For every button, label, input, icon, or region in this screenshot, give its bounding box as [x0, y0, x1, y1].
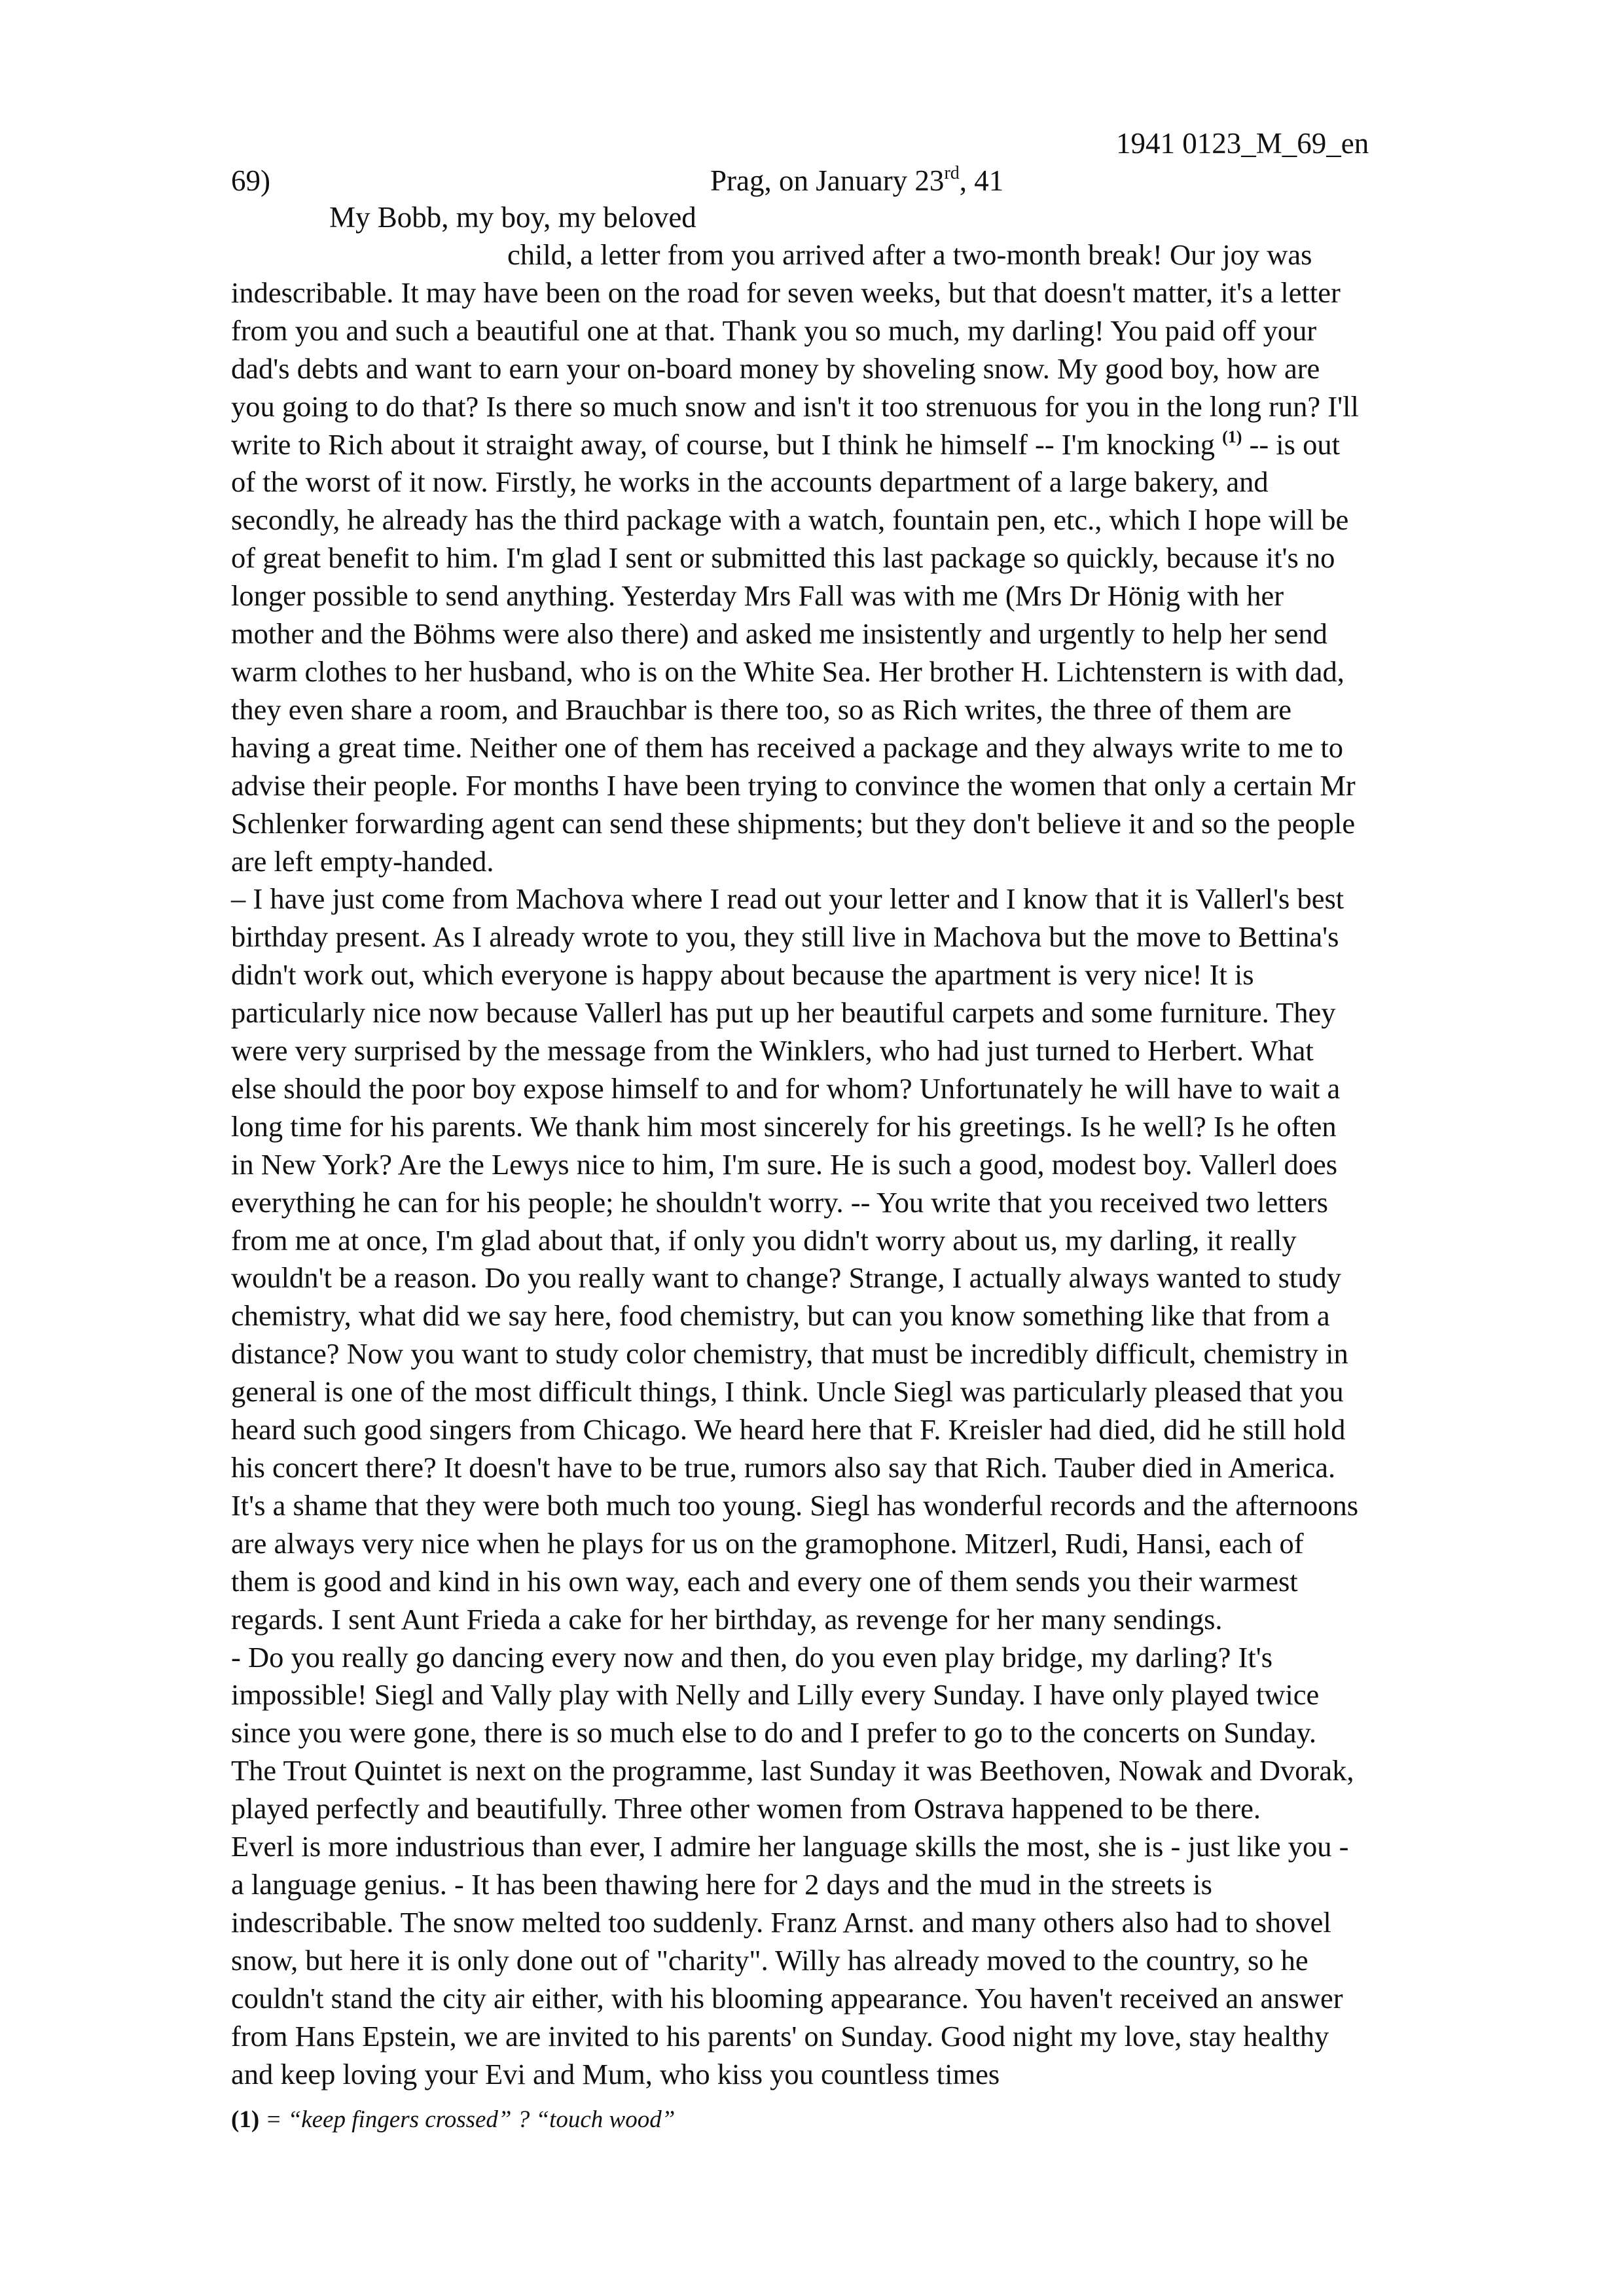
place-date — [710, 162, 1003, 200]
place-date-text: Prag, on January 23 — [710, 164, 945, 197]
body-line: a language genius. - It has been thawing here for 2 days and the mud in the streets is — [231, 1867, 1212, 1901]
body-line: It's a shame that they were both much too young. Siegl has wonderful records and the afternoons — [231, 1488, 1359, 1522]
body-line: - Do you really go dancing every now and then, do you even play bridge, my darling? It's — [231, 1640, 1273, 1674]
body-line: advise their people. For months I have been trying to convince the women that only a certain Mr — [231, 768, 1356, 802]
body-line: particularly nice now because Vallerl has put up her beautiful carpets and some furniture. They — [231, 996, 1336, 1030]
place-date-ordinal: rd — [944, 163, 960, 183]
body-line: indescribable. The snow melted too suddenly. Franz Arnst. and many others also had to shovel — [231, 1905, 1331, 1939]
body-line: distance? Now you want to study color chemistry, that must be incredibly difficult, chemistry in — [231, 1337, 1348, 1371]
footnote-mark: (1) — [231, 2106, 260, 2133]
footnote-reference: (1) — [1222, 427, 1242, 446]
body-line: general is one of the most difficult things, I think. Uncle Siegl was particularly pleased that you — [231, 1375, 1344, 1408]
body-line: they even share a room, and Brauchbar is there too, so as Rich writes, the three of them are — [231, 692, 1291, 726]
body-line: child, a letter from you arrived after a two-month break! Our joy was — [507, 238, 1312, 271]
body-line: indescribable. It may have been on the road for seven weeks, but that doesn't matter, it's a letter — [231, 276, 1341, 309]
footnote-text: = “keep fingers crossed” ? “touch wood” — [259, 2106, 676, 2133]
body-line: are always very nice when he plays for us on the gramophone. Mitzerl, Rudi, Hansi, each of — [231, 1526, 1304, 1560]
body-line: birthday present. As I already wrote to you, they still live in Machova but the move to Bettina's — [231, 920, 1339, 954]
body-line: didn't work out, which everyone is happy about because the apartment is very nice! It is — [231, 958, 1254, 992]
body-line: in New York? Are the Lewys nice to him, I'm sure. He is such a good, modest boy. Vallerl does — [231, 1147, 1338, 1181]
body-line: from Hans Epstein, we are invited to his parents' on Sunday. Good night my love, stay healthy — [231, 2019, 1329, 2053]
body-line: were very surprised by the message from the Winklers, who had just turned to Herbert. What — [231, 1034, 1314, 1067]
body-line: warm clothes to her husband, who is on the White Sea. Her brother H. Lichtenstern is with dad, — [231, 655, 1344, 688]
body-line: secondly, he already has the third package with a watch, fountain pen, etc., which I hope will be — [231, 503, 1349, 537]
body-line: chemistry, what did we say here, food chemistry, but can you know something like that from a — [231, 1299, 1330, 1333]
body-line-part: -- is out — [1249, 427, 1340, 461]
body-line: long time for his parents. We thank him most sincerely for his greetings. Is he well? Is he often — [231, 1109, 1337, 1143]
body-line: from me at once, I'm glad about that, if only you didn't worry about us, my darling, it really — [231, 1223, 1297, 1257]
body-line: heard such good singers from Chicago. We heard here that F. Kreisler had died, did he still hold — [231, 1413, 1346, 1446]
footnote — [231, 2104, 675, 2136]
body-line: Everl is more industrious than ever, I admire her language skills the most, she is - just like you - — [231, 1830, 1349, 1863]
body-line: regards. I sent Aunt Frieda a cake for her birthday, as revenge for her many sendings. — [231, 1602, 1223, 1636]
body-line: played perfectly and beautifully. Three other women from Ostrava happened to be there. — [231, 1792, 1261, 1825]
body-line: snow, but here it is only done out of "charity". Willy has already moved to the country, so he — [231, 1943, 1308, 1977]
body-line: you going to do that? Is there so much snow and isn't it too strenuous for you in the long run? I'll — [231, 389, 1359, 423]
body-line: longer possible to send anything. Yesterday Mrs Fall was with me (Mrs Dr Hönig with her — [231, 579, 1284, 613]
salutation: My Bobb, my boy, my beloved — [329, 201, 696, 234]
body-line: them is good and kind in his own way, each and every one of them sends you their warmest — [231, 1564, 1298, 1598]
body-line: everything he can for his people; he shouldn't worry. -- You write that you received two letters — [231, 1185, 1328, 1219]
body-line: wouldn't be a reason. Do you really want to change? Strange, I actually always wanted to study — [231, 1261, 1342, 1295]
document-id: 1941 0123_M_69_en — [1116, 127, 1369, 160]
body-line: The Trout Quintet is next on the programme, last Sunday it was Beethoven, Nowak and Dvorak, — [231, 1754, 1354, 1787]
body-line — [231, 426, 1449, 464]
body-line: dad's debts and want to earn your on-board money by shoveling snow. My good boy, how are — [231, 351, 1320, 385]
body-line: his concert there? It doesn't have to be true, rumors also say that Rich. Tauber died in America. — [231, 1451, 1336, 1484]
body-line: impossible! Siegl and Vally play with Nelly and Lilly every Sunday. I have only played twice — [231, 1678, 1320, 1712]
body-line: and keep loving your Evi and Mum, who kiss you countless times — [231, 2057, 1000, 2090]
body-line: Schlenker forwarding agent can send these shipments; but they don't believe it and so the people — [231, 806, 1356, 840]
place-date-year: , 41 — [959, 164, 1004, 197]
body-line-part: write to Rich about it straight away, of course, but I think he himself -- I'm knocking — [231, 427, 1215, 461]
body-line: mother and the Böhms were also there) and asked me insistently and urgently to help her send — [231, 617, 1327, 651]
body-line: having a great time. Neither one of them has received a package and they always write to me to — [231, 730, 1343, 764]
body-line: of the worst of it now. Firstly, he works in the accounts department of a large bakery, and — [231, 465, 1269, 499]
body-line: – I have just come from Machova where I read out your letter and I know that it is Vallerl's best — [231, 882, 1344, 916]
body-line: since you were gone, there is so much else to do and I prefer to go to the concerts on Sunday. — [231, 1716, 1316, 1749]
letter-number: 69) — [231, 164, 270, 197]
letter-body — [231, 236, 1449, 2093]
body-line: couldn't stand the city air either, with his blooming appearance. You haven't received an answer — [231, 1981, 1343, 2015]
body-line: from you and such a beautiful one at that. Thank you so much, my darling! You paid off your — [231, 314, 1317, 347]
body-line: else should the poor boy expose himself to and for whom? Unfortunately he will have to wait a — [231, 1071, 1341, 1105]
body-line: of great benefit to him. I'm glad I sent or submitted this last package so quickly, because it's no — [231, 541, 1335, 575]
body-line: are left empty-handed. — [231, 844, 494, 878]
